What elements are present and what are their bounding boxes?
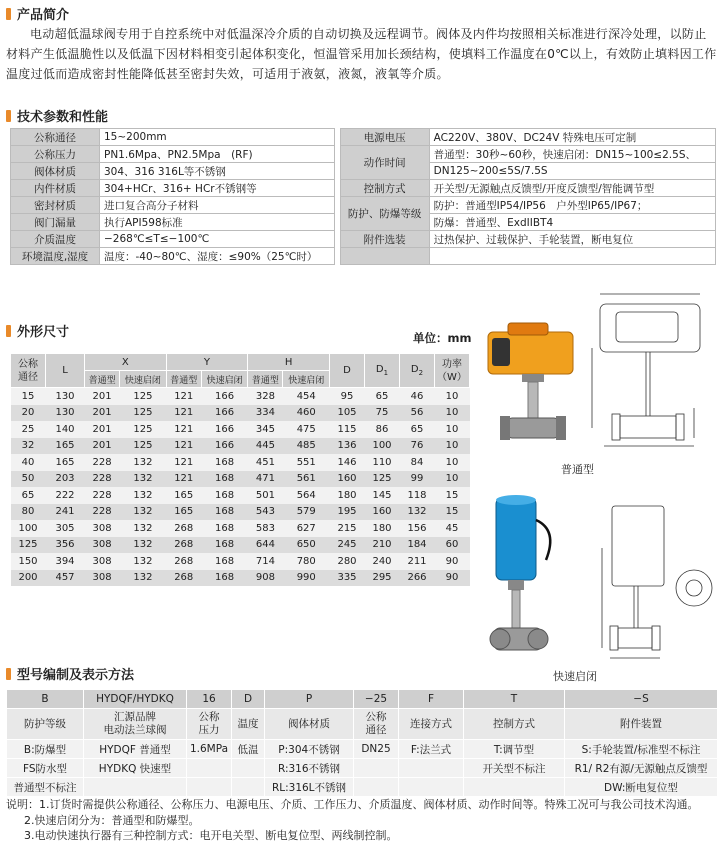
col-header-l: L xyxy=(46,354,85,388)
param-label: 公称通径 xyxy=(11,129,100,146)
fast-valve-photo xyxy=(486,490,561,665)
table-cell: 356 xyxy=(46,537,85,554)
model-code: −S xyxy=(565,690,718,709)
param-value: 过热保护、过载保护、手轮装置，断电复位 xyxy=(429,231,715,248)
param-value: 开关型/无源触点反馈型/开度反馈型/智能调节型 xyxy=(429,180,715,197)
table-cell: 165 xyxy=(46,438,85,455)
table-cell: 210 xyxy=(365,537,400,554)
table-cell: 90 xyxy=(435,553,470,570)
table-row xyxy=(11,570,470,587)
model-body xyxy=(7,740,718,797)
table-cell: 25 xyxy=(11,421,46,438)
table-cell: 485 xyxy=(283,438,330,455)
table-cell: 201 xyxy=(85,388,120,405)
table-cell: 394 xyxy=(46,553,85,570)
model-codes-row xyxy=(7,690,718,709)
table-cell: 110 xyxy=(365,454,400,471)
caption-normal: 普通型 xyxy=(561,463,594,476)
d1-sub: 1 xyxy=(383,369,389,377)
table-cell: RL:316L不锈钢 xyxy=(265,778,354,797)
table-cell xyxy=(464,778,565,797)
table-cell xyxy=(354,759,399,778)
table-cell: 125 xyxy=(11,537,46,554)
table-cell xyxy=(84,778,187,797)
table-cell: 908 xyxy=(248,570,283,587)
table-cell: 201 xyxy=(85,438,120,455)
table-cell: 146 xyxy=(330,454,365,471)
table-cell: 268 xyxy=(166,553,201,570)
section-bullet-icon xyxy=(6,325,11,337)
table-cell: 228 xyxy=(85,487,120,504)
table-cell: 130 xyxy=(46,388,85,405)
table-cell: 10 xyxy=(435,438,470,455)
section-bullet-icon xyxy=(6,110,11,122)
table-cell: 579 xyxy=(283,504,330,521)
table-cell: 561 xyxy=(283,471,330,488)
model-heads-row xyxy=(7,709,718,740)
table-cell xyxy=(232,778,265,797)
table-cell: 10 xyxy=(435,454,470,471)
table-cell: 20 xyxy=(11,405,46,422)
table-cell: 136 xyxy=(330,438,365,455)
table-cell: 50 xyxy=(11,471,46,488)
table-cell: 118 xyxy=(400,487,435,504)
param-value: 防爆：普通型、ExdIIBT4 xyxy=(429,214,715,231)
param-label: 电源电压 xyxy=(340,129,429,146)
table-cell: 低温 xyxy=(232,740,265,759)
table-cell: 15 xyxy=(435,487,470,504)
table-cell: 335 xyxy=(330,570,365,587)
param-label: 附件选装 xyxy=(340,231,429,248)
intro-paragraph: 电动超低温球阀专用于自控系统中对低温深冷介质的自动切换及远程调节。阀体及内件均按照相关标准进行深冷处理，以防止材料产生低温脆性以及低温下因材料相变引起体积变化，恒温管采用加长颈结构，使填料工作温度在0℃以上，有效防止填料因工作温度过低而造成密封性能降低甚至密封失效，可适用于液氨，液氮，液氧等介质。 xyxy=(6,27,717,81)
d2-main: D xyxy=(410,364,419,375)
col-header-y: Y xyxy=(166,354,248,371)
table-row xyxy=(11,405,470,422)
table-cell: 121 xyxy=(166,388,201,405)
table-cell: 168 xyxy=(201,553,247,570)
table-row xyxy=(11,146,716,163)
table-cell: 160 xyxy=(330,471,365,488)
table-cell: 168 xyxy=(201,520,247,537)
table-row xyxy=(11,388,470,405)
table-cell: 130 xyxy=(46,405,85,422)
table-cell: 10 xyxy=(435,388,470,405)
table-cell: 125 xyxy=(120,438,166,455)
table-cell: 15 xyxy=(435,504,470,521)
table-row xyxy=(11,537,470,554)
model-code: F xyxy=(399,690,464,709)
param-value: DN125~200≤5S/7.5S xyxy=(429,163,715,180)
table-cell: 245 xyxy=(330,537,365,554)
param-label: 防护、防爆等级 xyxy=(340,197,429,231)
section-model-header xyxy=(6,664,134,683)
table-cell: 168 xyxy=(201,537,247,554)
table-cell: 86 xyxy=(365,421,400,438)
table-cell: 46 xyxy=(400,388,435,405)
table-cell: 132 xyxy=(120,520,166,537)
col-header-h: H xyxy=(248,354,330,371)
table-cell: 166 xyxy=(201,421,247,438)
param-label: 阀门漏量 xyxy=(11,214,100,231)
table-cell: 56 xyxy=(400,405,435,422)
table-cell: 166 xyxy=(201,438,247,455)
table-cell: 150 xyxy=(11,553,46,570)
param-value: 304+HCr、316+ HCr不锈钢等 xyxy=(100,180,335,197)
table-cell: 280 xyxy=(330,553,365,570)
notes xyxy=(6,797,699,844)
table-cell: 100 xyxy=(11,520,46,537)
table-cell: F:法兰式 xyxy=(399,740,464,759)
table-row xyxy=(11,454,470,471)
model-head: 公称 通径 xyxy=(354,709,399,740)
param-label: 内件材质 xyxy=(11,180,100,197)
table-row xyxy=(11,231,716,248)
table-cell: 115 xyxy=(330,421,365,438)
table-cell xyxy=(232,759,265,778)
table-cell: 65 xyxy=(400,421,435,438)
table-cell: 295 xyxy=(365,570,400,587)
table-cell: 166 xyxy=(201,388,247,405)
table-cell: 84 xyxy=(400,454,435,471)
table-cell: 普通型不标注 xyxy=(7,778,84,797)
table-cell: R:316不锈钢 xyxy=(265,759,354,778)
table-cell: 308 xyxy=(85,537,120,554)
table-cell: 132 xyxy=(120,504,166,521)
table-cell: 240 xyxy=(365,553,400,570)
table-cell: DN25 xyxy=(354,740,399,759)
model-head: 温度 xyxy=(232,709,265,740)
d1-main: D xyxy=(375,364,384,375)
table-cell: 228 xyxy=(85,504,120,521)
table-cell: P:304不锈钢 xyxy=(265,740,354,759)
table-cell: 305 xyxy=(46,520,85,537)
table-row xyxy=(11,520,470,537)
table-cell: 160 xyxy=(365,504,400,521)
model-head: 控制方式 xyxy=(464,709,565,740)
param-value: −268℃≤T≤−100℃ xyxy=(100,231,335,248)
param-value: 普通型：30秒~60秒，快速启闭：DN15~100≤2.5S、 xyxy=(429,146,715,163)
param-value: 进口复合高分子材料 xyxy=(100,197,335,214)
table-cell: FS防水型 xyxy=(7,759,84,778)
table-cell: 132 xyxy=(400,504,435,521)
fast-valve-drawing xyxy=(600,498,720,668)
table-row xyxy=(11,129,716,146)
table-cell: 121 xyxy=(166,471,201,488)
table-cell: HYDKQ 快速型 xyxy=(84,759,187,778)
table-row xyxy=(7,759,718,778)
table-cell: 76 xyxy=(400,438,435,455)
unit-label: 单位：mm xyxy=(413,331,472,345)
sub-header-normal: 普通型 xyxy=(248,371,283,388)
table-cell: 105 xyxy=(330,405,365,422)
param-label: 阀体材质 xyxy=(11,163,100,180)
table-cell: 168 xyxy=(201,570,247,587)
section-title: 外形尺寸 xyxy=(17,325,70,340)
table-cell: 100 xyxy=(365,438,400,455)
table-cell: 121 xyxy=(166,405,201,422)
section-dims-header xyxy=(6,321,69,340)
param-value: PN1.6Mpa、PN2.5Mpa (RF) xyxy=(100,146,335,163)
section-title: 技术参数和性能 xyxy=(17,110,109,125)
table-cell: 308 xyxy=(85,520,120,537)
param-value: 防护：普通型IP54/IP56 户外型IP65/IP67； xyxy=(429,197,715,214)
table-cell: 203 xyxy=(46,471,85,488)
caption-fast: 快速启闭 xyxy=(553,670,597,683)
table-cell: 200 xyxy=(11,570,46,587)
table-cell: 132 xyxy=(120,553,166,570)
table-cell: 75 xyxy=(365,405,400,422)
table-cell: 156 xyxy=(400,520,435,537)
table-cell: 241 xyxy=(46,504,85,521)
note-2: 2.快速启闭分为：普通型和防爆型。 xyxy=(24,813,200,827)
table-cell: 451 xyxy=(248,454,283,471)
table-cell: 780 xyxy=(283,553,330,570)
table-cell: 32 xyxy=(11,438,46,455)
table-cell: 454 xyxy=(283,388,330,405)
model-head: 防护等级 xyxy=(7,709,84,740)
table-cell: 627 xyxy=(283,520,330,537)
table-cell: 650 xyxy=(283,537,330,554)
section-intro-header xyxy=(6,4,69,23)
table-cell: 125 xyxy=(120,421,166,438)
table-cell xyxy=(354,778,399,797)
table-cell: 714 xyxy=(248,553,283,570)
normal-valve-drawing xyxy=(590,288,720,458)
model-code: B xyxy=(7,690,84,709)
table-cell xyxy=(399,778,464,797)
param-label: 介质温度 xyxy=(11,231,100,248)
dimensions-table xyxy=(10,353,470,586)
table-cell: 65 xyxy=(11,487,46,504)
table-row xyxy=(11,487,470,504)
sub-header-fast: 快速启闭 xyxy=(201,371,247,388)
table-cell: 180 xyxy=(330,487,365,504)
model-code: 16 xyxy=(187,690,232,709)
table-cell xyxy=(399,759,464,778)
table-cell: 65 xyxy=(365,388,400,405)
model-head: 公称 压力 xyxy=(187,709,232,740)
table-cell: 460 xyxy=(283,405,330,422)
param-value-empty xyxy=(429,248,715,265)
table-cell: 132 xyxy=(120,471,166,488)
model-code: P xyxy=(265,690,354,709)
table-cell: 132 xyxy=(120,570,166,587)
section-bullet-icon xyxy=(6,668,11,680)
table-cell: DW:断电复位型 xyxy=(565,778,718,797)
table-cell: 125 xyxy=(120,405,166,422)
table-cell: 184 xyxy=(400,537,435,554)
section-params-header xyxy=(6,106,108,125)
param-label-empty xyxy=(340,248,429,265)
col-header-x: X xyxy=(85,354,167,371)
model-head: 附件装置 xyxy=(565,709,718,740)
table-cell: 990 xyxy=(283,570,330,587)
table-cell: 201 xyxy=(85,405,120,422)
table-cell: 90 xyxy=(435,570,470,587)
table-cell: 40 xyxy=(11,454,46,471)
table-row xyxy=(11,471,470,488)
table-cell: 551 xyxy=(283,454,330,471)
model-code: D xyxy=(232,690,265,709)
table-cell xyxy=(187,759,232,778)
sub-header-fast: 快速启闭 xyxy=(283,371,330,388)
table-cell: 195 xyxy=(330,504,365,521)
table-cell: 121 xyxy=(166,454,201,471)
table-cell: 99 xyxy=(400,471,435,488)
d2-sub: 2 xyxy=(418,369,424,377)
normal-valve-photo xyxy=(480,318,590,448)
table-cell: 45 xyxy=(435,520,470,537)
model-code: HYDQF/HYDKQ xyxy=(84,690,187,709)
table-cell: 564 xyxy=(283,487,330,504)
param-label: 密封材质 xyxy=(11,197,100,214)
col-header-d: D xyxy=(330,354,365,388)
params-table xyxy=(10,128,716,265)
model-head: 阀体材质 xyxy=(265,709,354,740)
table-cell: 132 xyxy=(120,487,166,504)
section-bullet-icon xyxy=(6,8,11,20)
table-cell: 228 xyxy=(85,454,120,471)
table-cell: 308 xyxy=(85,553,120,570)
param-label: 动作时间 xyxy=(340,146,429,180)
table-cell: R1/ R2有源/无源触点反馈型 xyxy=(565,759,718,778)
col-header-d2 xyxy=(400,354,435,388)
param-value: AC220V、380V、DC24V 特殊电压可定制 xyxy=(429,129,715,146)
table-cell: 95 xyxy=(330,388,365,405)
dimensions-body xyxy=(11,388,470,587)
table-cell: S:手轮装置/标准型不标注 xyxy=(565,740,718,759)
sub-header-fast: 快速启闭 xyxy=(120,371,166,388)
table-cell: 583 xyxy=(248,520,283,537)
table-cell: 开关型不标注 xyxy=(464,759,565,778)
table-cell: 543 xyxy=(248,504,283,521)
table-row xyxy=(11,553,470,570)
col-header-power: 功率 （W） xyxy=(435,354,470,388)
table-cell: 268 xyxy=(166,537,201,554)
table-cell: 328 xyxy=(248,388,283,405)
table-cell: 10 xyxy=(435,421,470,438)
table-cell: 501 xyxy=(248,487,283,504)
param-label: 公称压力 xyxy=(11,146,100,163)
model-code: T xyxy=(464,690,565,709)
table-cell: 132 xyxy=(120,537,166,554)
table-cell: T:调节型 xyxy=(464,740,565,759)
table-cell: 201 xyxy=(85,421,120,438)
model-table xyxy=(6,689,718,797)
note-3: 3.电动快速执行器有三种控制方式：电开电关型、断电复位型、两线制控制。 xyxy=(24,829,398,842)
table-cell: 644 xyxy=(248,537,283,554)
table-cell: 165 xyxy=(166,487,201,504)
table-cell: 222 xyxy=(46,487,85,504)
table-cell: 140 xyxy=(46,421,85,438)
table-cell: 308 xyxy=(85,570,120,587)
table-cell xyxy=(187,778,232,797)
table-cell: 471 xyxy=(248,471,283,488)
table-cell: 168 xyxy=(201,471,247,488)
table-cell: 10 xyxy=(435,471,470,488)
table-cell: 165 xyxy=(46,454,85,471)
table-cell: 180 xyxy=(365,520,400,537)
table-cell: 345 xyxy=(248,421,283,438)
section-title: 产品简介 xyxy=(17,8,70,23)
table-cell: 334 xyxy=(248,405,283,422)
table-row xyxy=(11,180,716,197)
table-row xyxy=(7,740,718,759)
table-cell: 457 xyxy=(46,570,85,587)
table-cell: 266 xyxy=(400,570,435,587)
table-cell: 80 xyxy=(11,504,46,521)
table-row xyxy=(11,248,716,265)
table-row xyxy=(11,197,716,214)
table-cell: 445 xyxy=(248,438,283,455)
table-cell: 121 xyxy=(166,438,201,455)
param-label: 控制方式 xyxy=(340,180,429,197)
param-label: 环境温度,湿度 xyxy=(11,248,100,265)
note-1: 说明：1.订货时需提供公称通径、公称压力、电源电压、介质、工作压力、介质温度、阀体材质、动作时间等。特殊工况可与我公司技术沟通。 xyxy=(6,798,699,811)
table-cell: 215 xyxy=(330,520,365,537)
table-cell: 168 xyxy=(201,454,247,471)
table-cell: 228 xyxy=(85,471,120,488)
table-cell: 168 xyxy=(201,504,247,521)
table-row xyxy=(11,438,470,455)
model-head: 连接方式 xyxy=(399,709,464,740)
param-value: 执行API598标准 xyxy=(100,214,335,231)
table-cell: HYDQF 普通型 xyxy=(84,740,187,759)
section-title: 型号编制及表示方法 xyxy=(17,668,135,683)
table-cell: 268 xyxy=(166,570,201,587)
model-head: 汇源品牌 电动法兰球阀 xyxy=(84,709,187,740)
table-cell: 166 xyxy=(201,405,247,422)
table-cell: 10 xyxy=(435,405,470,422)
table-cell: 60 xyxy=(435,537,470,554)
table-cell: B:防爆型 xyxy=(7,740,84,759)
col-header-dn: 公称 通径 xyxy=(11,354,46,388)
table-cell: 145 xyxy=(365,487,400,504)
table-cell: 125 xyxy=(120,388,166,405)
table-cell: 125 xyxy=(365,471,400,488)
sub-header-normal: 普通型 xyxy=(85,371,120,388)
param-value: 15~200mm xyxy=(100,129,335,146)
table-cell: 132 xyxy=(120,454,166,471)
table-cell: 475 xyxy=(283,421,330,438)
table-row xyxy=(11,504,470,521)
table-row xyxy=(7,778,718,797)
table-cell: 121 xyxy=(166,421,201,438)
table-row xyxy=(11,421,470,438)
table-cell: 1.6MPa xyxy=(187,740,232,759)
col-header-d1 xyxy=(365,354,400,388)
table-cell: 15 xyxy=(11,388,46,405)
param-value: 温度：-40~80℃、湿度：≤90%（25℃时） xyxy=(100,248,335,265)
model-code: −25 xyxy=(354,690,399,709)
table-cell: 168 xyxy=(201,487,247,504)
table-cell: 268 xyxy=(166,520,201,537)
param-value: 304、316 316L等不锈钢 xyxy=(100,163,335,180)
table-cell: 211 xyxy=(400,553,435,570)
table-cell: 165 xyxy=(166,504,201,521)
sub-header-normal: 普通型 xyxy=(166,371,201,388)
